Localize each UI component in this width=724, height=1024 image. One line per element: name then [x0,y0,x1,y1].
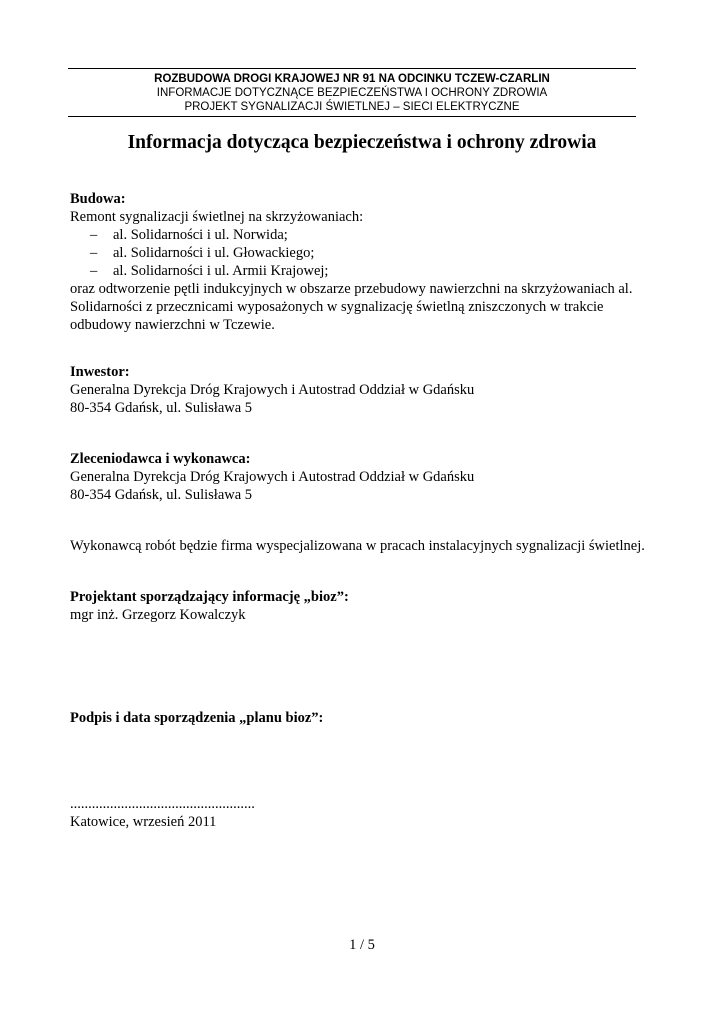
signature-block [70,795,670,831]
list-item [70,262,670,280]
section-projektant [70,588,670,624]
signature-place-date: Katowice, wrzesień 2011 [70,814,217,830]
dash-bullet-icon: – [90,227,98,243]
budowa-intro: Remont sygnalizacji świetlnej na skrzyżowaniach: [70,209,364,225]
list-item [70,244,670,262]
budowa-heading: Budowa: [70,191,126,207]
dash-bullet-icon: – [90,263,98,279]
list-item-text: al. Solidarności i ul. Głowackiego; [113,245,315,261]
section-zleceniodawca [70,450,670,504]
budowa-description-line: oraz odtworzenie pętli indukcyjnych w obszarze przebudowy nawierzchni na skrzyżowaniach al. [70,281,633,297]
signature-line: ................................................... [70,796,255,812]
list-item-text: al. Solidarności i ul. Armii Krajowej; [113,263,329,279]
header-project-title: ROZBUDOWA DROGI KRAJOWEJ NR 91 NA ODCINKU TCZEW-CZARLIN [154,73,550,85]
page-number: 1 / 5 [349,937,375,953]
header-project-scope: PROJEKT SYGNALIZACJI ŚWIETLNEJ – SIECI ELEKTRYCZNE [184,101,520,113]
header-document-type: INFORMACJE DOTYCZNĄCE BEZPIECZEŃSTWA I OCHRONY ZDROWIA [156,87,548,99]
page-header [68,68,636,117]
section-wykonawca-note [70,537,670,555]
section-budowa [70,190,670,334]
projektant-heading: Projektant sporządzający informację „bioz”: [70,589,349,605]
zleceniodawca-heading: Zleceniodawca i wykonawca: [70,451,251,467]
inwestor-name: Generalna Dyrekcja Dróg Krajowych i Autostrad Oddział w Gdańsku [70,382,475,398]
budowa-intersection-list [70,226,670,280]
zleceniodawca-name: Generalna Dyrekcja Dróg Krajowych i Autostrad Oddział w Gdańsku [70,469,475,485]
list-item-text: al. Solidarności i ul. Norwida; [113,227,288,243]
budowa-description-line: odbudowy nawierzchni w Tczewie. [70,317,275,333]
projektant-name: mgr inż. Grzegorz Kowalczyk [70,607,246,623]
inwestor-heading: Inwestor: [70,364,130,380]
document-title: Informacja dotycząca bezpieczeństwa i ochrony zdrowia [127,132,597,153]
section-podpis [70,709,670,727]
zleceniodawca-address: 80-354 Gdańsk, ul. Sulisława 5 [70,487,253,503]
list-item [70,226,670,244]
inwestor-address: 80-354 Gdańsk, ul. Sulisława 5 [70,400,253,416]
podpis-heading: Podpis i data sporządzenia „planu bioz”: [70,710,324,726]
dash-bullet-icon: – [90,245,98,261]
section-inwestor [70,363,670,417]
wykonawca-note-text: Wykonawcą robót będzie firma wyspecjalizowana w pracach instalacyjnych sygnalizacji świetlnej. [70,538,645,554]
budowa-description-line: Solidarności z przecznicami wyposażonych w sygnalizację świetlną zniszczonych w trakcie [70,299,604,315]
